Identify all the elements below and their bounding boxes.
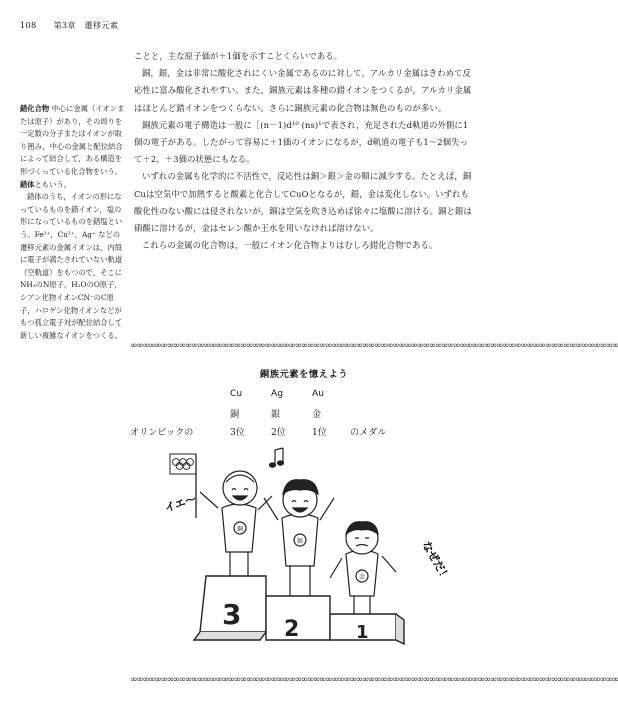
symbol-cu: Cu	[230, 389, 243, 399]
page-header	[20, 20, 118, 31]
character-third-place	[200, 471, 272, 576]
sidebar-definition	[20, 103, 126, 191]
main-paragraph-2: 銅，銀，金は非常に酸化されにくい金属であるのに対して，アルカリ金属はきわめて反応性に富み酸化されやすい。また，銅族元素は多種の錯イオンをつくるが，アルカリ金属はほとんど錯イオンをつくらない。さらに銅族元素の化合物は無色のものが多い。	[134, 68, 472, 113]
podium-number-2: 2	[284, 617, 300, 642]
medal-gold-label: 金	[358, 574, 366, 581]
kanji-silver: 銀	[271, 410, 281, 420]
medal-copper-label: 銅	[236, 526, 244, 533]
kanji-copper: 銅	[230, 410, 240, 420]
olympic-flag	[170, 454, 196, 474]
rank-first: 1位	[312, 428, 327, 438]
main-text	[134, 48, 474, 254]
podium-number-3: 3	[222, 598, 242, 631]
chapter-title: 第3章 遷移元素	[53, 20, 119, 30]
medal-silver-label: 銀	[296, 538, 304, 545]
sidebar-bold-tail: 錯体	[20, 179, 35, 189]
podium-number-1: 1	[356, 622, 369, 643]
box-title: 銅族元素を憶えよう	[259, 369, 349, 380]
symbol-ag: Ag	[271, 389, 283, 399]
main-paragraph-5: これらの金属の化合物は，一般にイオン化合物よりはむしろ錯化合物である。	[142, 240, 438, 251]
main-paragraph-3: 銅族元素の電子構造は一般に［(n－1)d¹⁰ (ns)¹で表され，充足されたd軌道の外側に1個の電子がある。したがって容易に＋1価のイオンになるが，d軌道の電子も1～2個失って＋2，＋3価の状態にもなる。	[134, 119, 469, 165]
sidebar-def-end: ともいう。	[34, 179, 72, 189]
page-number: 108	[20, 20, 37, 30]
character-first-place	[330, 522, 396, 614]
sidebar-note	[20, 103, 126, 342]
rank-lead: オリンピックの	[130, 428, 194, 438]
olympic-rings-icon	[173, 459, 194, 470]
chain-border-top: ∞∞∞∞∞∞∞∞∞∞∞∞∞∞∞∞∞∞∞∞∞∞∞∞∞∞∞∞∞∞∞∞∞∞∞∞∞∞∞∞∞∞∞∞∞∞∞∞∞∞∞∞∞∞∞∞∞∞∞∞∞∞∞∞∞∞∞∞∞∞∞∞∞∞∞∞∞∞∞∞	[130, 341, 618, 351]
sidebar-def-text: 中心に金属（イオンまたは原子）があり，その周りを一定数の分子またはイオンが取り囲み，中心の金属と配位結合によって結合して，ある構造を形づくっている化合物をいう。	[20, 104, 125, 176]
rank-second: 2位	[271, 428, 286, 438]
music-note-icon	[270, 448, 284, 467]
rank-tail: のメダル	[350, 428, 387, 438]
rank-third: 3位	[230, 428, 245, 438]
main-paragraph-4: いずれの金属も化学的に不活性で，反応性は銅＞銀＞金の順に減少する。たとえば，銅Cuは空気中で加熱すると酸素と化合してCuOとなるが，銀，金は変化しない。いずれも酸化性のない酸には侵されないが，銅は空気を吹き込めば徐々に塩酸に溶ける。銅と銀は硝酸に溶けるが，金はセレン酸か王水を用いなければ溶けない。	[134, 171, 472, 234]
character-second-place	[264, 480, 334, 596]
sidebar-term: 錯化合物	[20, 104, 50, 113]
chain-border-bottom: ∞∞∞∞∞∞∞∞∞∞∞∞∞∞∞∞∞∞∞∞∞∞∞∞∞∞∞∞∞∞∞∞∞∞∞∞∞∞∞∞∞∞∞∞∞∞∞∞∞∞∞∞∞∞∞∞∞∞∞∞∞∞∞∞∞∞∞∞∞∞∞∞∞∞∞∞∞∞∞∞	[130, 675, 618, 685]
shout-left: イエ～	[162, 492, 198, 515]
symbol-au: Au	[312, 389, 324, 399]
podium-illustration	[160, 448, 456, 648]
shout-right: なぜだ！	[419, 539, 453, 584]
kanji-gold: 金	[312, 410, 322, 420]
sidebar-paragraph: 錯体のうち，イオンの形になっているものを錯イオン，塩の形になっているものを錯塩という。Fe²⁺，Cu²⁺，Ag⁺ などの遷移元素の金属イオンは，内殻に電子が満たされていない軌道（空軌道）をもつので，そこにNH₃のN原子，H₂OのO原子，シアン化物イオンCN⁻のC原子，ハロゲン化物イオンなどがもつ孤立電子対が配位結合して新しい複雑なイオンをつくる。	[20, 192, 123, 340]
main-paragraph-1: ことと，主な原子価が＋1価を示すことくらいである。	[134, 51, 343, 61]
